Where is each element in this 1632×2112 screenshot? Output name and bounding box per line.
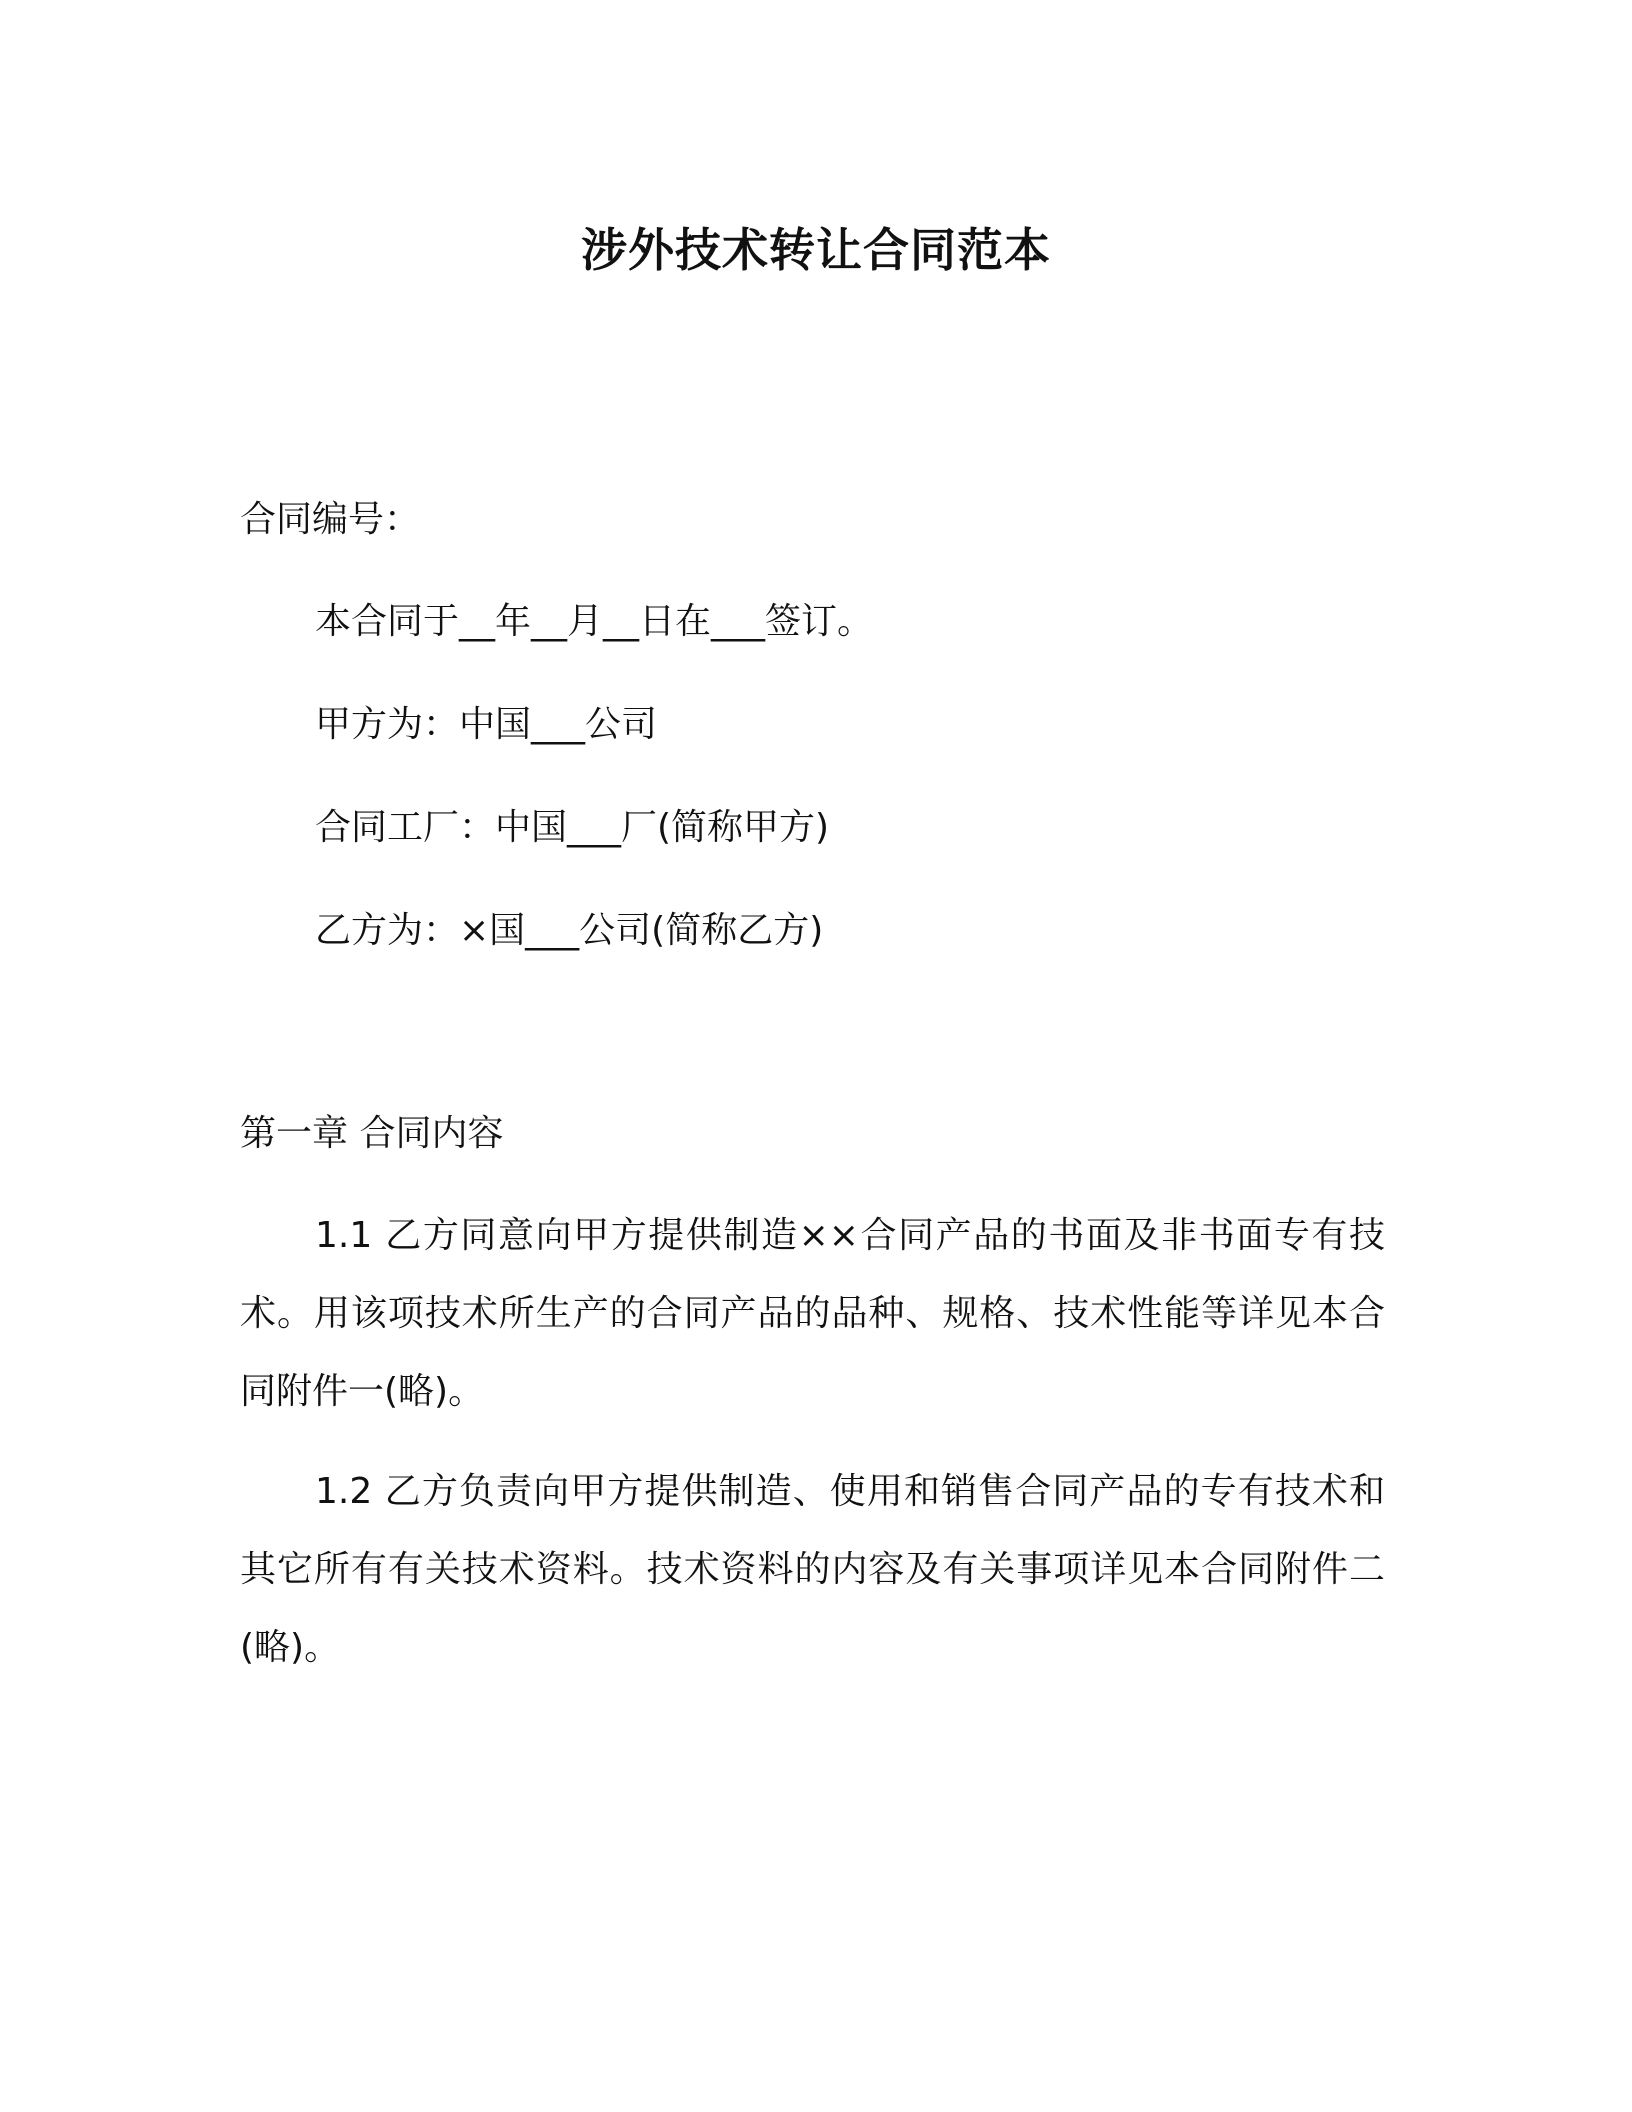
party-b-line: 乙方为：×国___公司(简称乙方)	[315, 910, 824, 951]
party-a-line: 甲方为：中国___公司	[315, 704, 658, 745]
chapter-heading: 第一章 合同内容	[240, 1113, 504, 1154]
document-title: 涉外技术转让合同范本	[581, 223, 1051, 277]
signing-date-line: 本合同于__年__月__日在___签订。	[315, 601, 874, 642]
contract-number-label: 合同编号：	[240, 499, 421, 540]
clause-1-1: 1.1 乙方同意向甲方提供制造××合同产品的书面及非书面专有技术。用该项技术所生产的合同产品的品种、规格、技术性能等详见本合同附件一(略)。	[240, 1215, 1385, 1412]
contract-factory-line: 合同工厂：中国___厂(简称甲方)	[315, 807, 830, 848]
clause-1-2: 1.2 乙方负责向甲方提供制造、使用和销售合同产品的专有技术和其它所有有关技术资料。技术资料的内容及有关事项详见本合同附件二(略)。	[240, 1471, 1385, 1668]
